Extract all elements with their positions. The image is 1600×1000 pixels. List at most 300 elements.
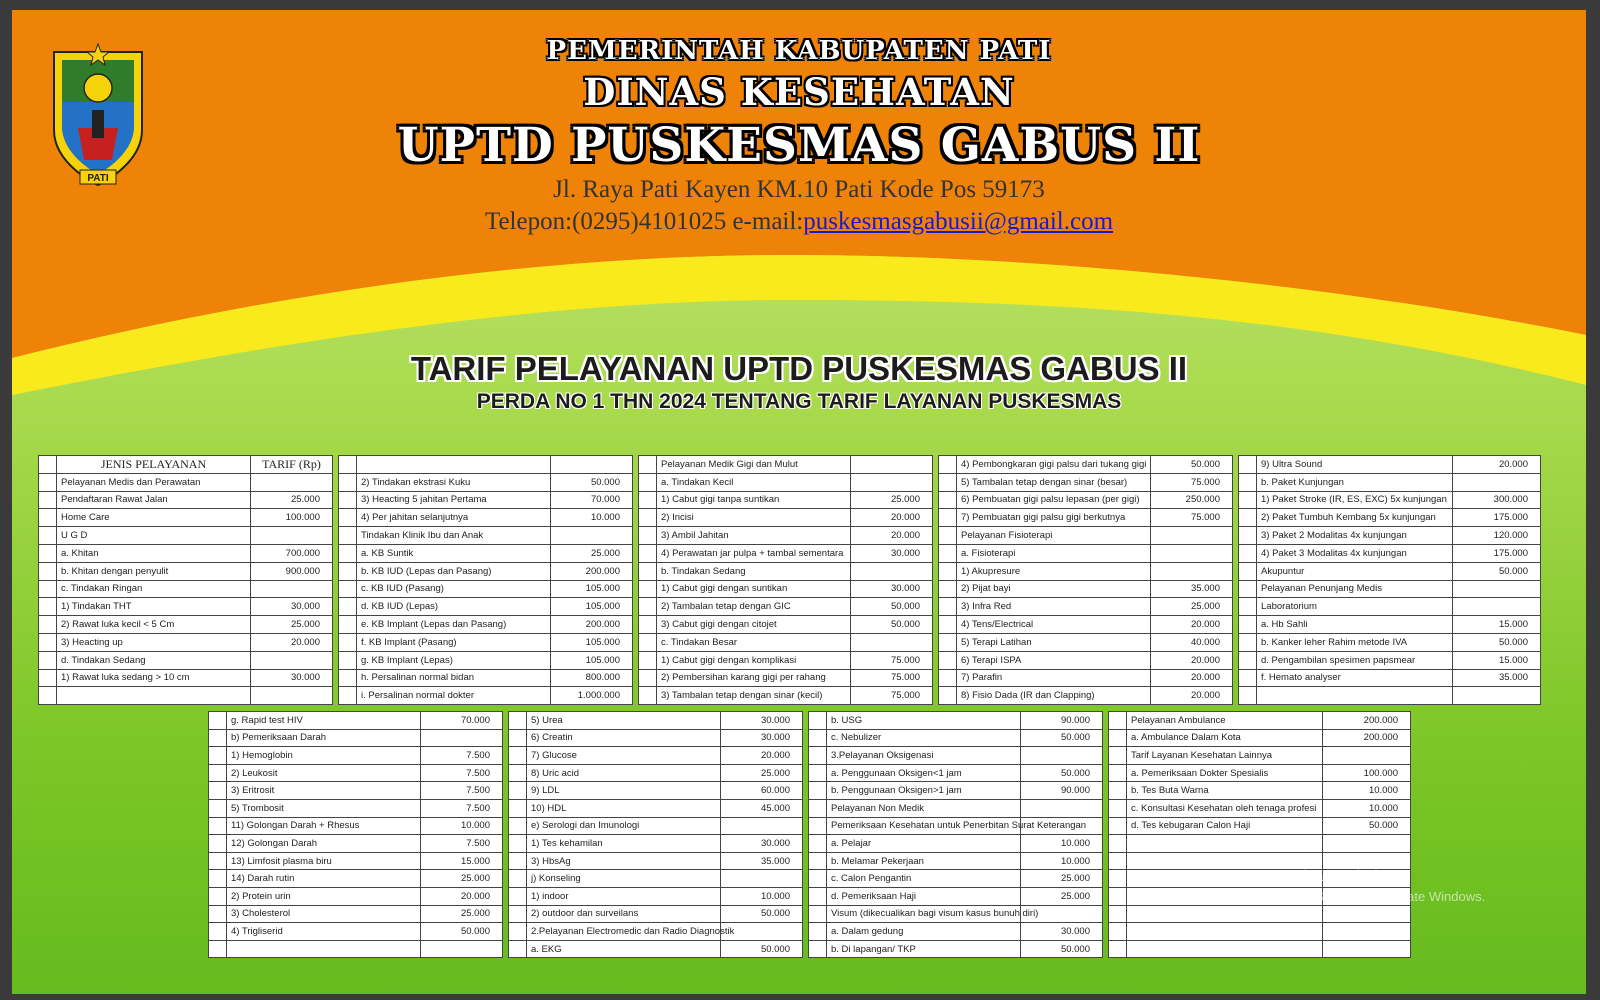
- service-name: c. Tindakan Ringan: [57, 580, 251, 598]
- row-marker-cell: [1239, 562, 1257, 580]
- service-name: 2) Protein urin: [227, 887, 421, 905]
- service-price: 30.000: [721, 712, 803, 730]
- service-name: [227, 940, 421, 958]
- table-row: [1239, 633, 1541, 651]
- service-price: [1453, 598, 1541, 616]
- row-marker-cell: [639, 669, 657, 687]
- service-name: c. Calon Pengantin: [827, 870, 1021, 888]
- service-price: 30.000: [721, 835, 803, 853]
- table-row: [1239, 527, 1541, 545]
- service-name: 11) Golongan Darah + Rhesus: [227, 817, 421, 835]
- row-marker-cell: [809, 870, 827, 888]
- table-row: [509, 940, 803, 958]
- service-price: [251, 687, 333, 705]
- service-price: 1.000.000: [551, 687, 633, 705]
- service-price: 50.000: [1453, 562, 1541, 580]
- table-row: [809, 923, 1103, 941]
- service-price: 45.000: [721, 799, 803, 817]
- table-row: [339, 544, 633, 562]
- table-row: [1239, 509, 1541, 527]
- row-marker-cell: [39, 544, 57, 562]
- service-name: 3) Paket 2 Modalitas 4x kunjungan: [1257, 527, 1453, 545]
- row-marker-cell: [209, 835, 227, 853]
- row-marker-cell: [809, 835, 827, 853]
- page-subtitle: PERDA NO 1 THN 2024 TENTANG TARIF LAYANAN PUSKESMAS: [476, 390, 1122, 413]
- service-price: 7.500: [421, 782, 503, 800]
- service-price: [851, 562, 933, 580]
- service-price: 20.000: [1151, 687, 1233, 705]
- service-name: 2) Rawat luka kecil < 5 Cm: [57, 616, 251, 634]
- row-marker-cell: [509, 782, 527, 800]
- table-row: [209, 729, 503, 747]
- service-name: 3) Ambil Jahitan: [657, 527, 851, 545]
- row-marker-cell: [939, 509, 957, 527]
- service-name: Visum (dikecualikan bagi visum kasus bunuh diri): [827, 905, 1021, 923]
- service-name: 1) Akupresure: [957, 562, 1151, 580]
- table-row: [639, 544, 933, 562]
- service-price: [851, 633, 933, 651]
- service-price: 175.000: [1453, 544, 1541, 562]
- row-marker-cell: [639, 598, 657, 616]
- table-row: [39, 633, 333, 651]
- row-marker-cell: [639, 580, 657, 598]
- row-marker-cell: [339, 669, 357, 687]
- service-price: 15.000: [1453, 616, 1541, 634]
- row-marker-cell: [1109, 940, 1127, 958]
- service-name: 4) Trigliserid: [227, 923, 421, 941]
- service-name: 3.Pelayanan Oksigenasi: [827, 747, 1021, 765]
- service-price: 25.000: [1021, 887, 1103, 905]
- service-name: d. Pemeriksaan Haji: [827, 887, 1021, 905]
- row-marker-cell: [939, 616, 957, 634]
- table-row: [209, 870, 503, 888]
- table-row: [509, 887, 803, 905]
- service-name: Pemeriksaan Kesehatan untuk Penerbitan Surat Keterangan: [827, 817, 1021, 835]
- service-name: 14) Darah rutin: [227, 870, 421, 888]
- table-row: [939, 580, 1233, 598]
- table-row: [639, 580, 933, 598]
- row-marker-cell: [1239, 491, 1257, 509]
- table-row: [809, 887, 1103, 905]
- table-row: [509, 764, 803, 782]
- table-row: [1109, 835, 1411, 853]
- service-name: a. Pemeriksaan Dokter Spesialis: [1127, 764, 1323, 782]
- service-name: 3) Heacting 5 jahitan Pertama: [357, 491, 551, 509]
- row-marker-cell: [639, 562, 657, 580]
- table-row: [1239, 473, 1541, 491]
- table-row: [339, 616, 633, 634]
- banner: [12, 10, 1586, 994]
- service-price: 20.000: [421, 887, 503, 905]
- service-name: a. Dalam gedung: [827, 923, 1021, 941]
- header-government: PEMERINTAH KABUPATEN PATI: [546, 36, 1052, 66]
- table-row: [1109, 782, 1411, 800]
- table-row: [39, 687, 333, 705]
- service-name: 2) Incisi: [657, 509, 851, 527]
- table-row: [939, 544, 1233, 562]
- service-price: 25.000: [421, 870, 503, 888]
- service-name: 5) Tambalan tetap dengan sinar (besar): [957, 473, 1151, 491]
- tariff-table-8: [808, 711, 1103, 958]
- service-name: d. Pengambilan spesimen papsmear: [1257, 651, 1453, 669]
- service-name: U G D: [57, 527, 251, 545]
- row-marker-cell: [809, 905, 827, 923]
- service-price: 50.000: [851, 598, 933, 616]
- service-price: 10.000: [421, 817, 503, 835]
- service-price: 900.000: [251, 562, 333, 580]
- row-marker-cell: [209, 799, 227, 817]
- table-row: [39, 598, 333, 616]
- row-marker-cell: [39, 687, 57, 705]
- table-row: [209, 923, 503, 941]
- table-row: [39, 473, 333, 491]
- table-row: [1239, 651, 1541, 669]
- service-name: c. Nebulizer: [827, 729, 1021, 747]
- service-name: 1) Hemoglobin: [227, 747, 421, 765]
- service-price: 15.000: [421, 852, 503, 870]
- table-row: [1239, 616, 1541, 634]
- service-price: [421, 940, 503, 958]
- service-price: 40.000: [1151, 633, 1233, 651]
- service-price: [1453, 687, 1541, 705]
- table-row: [39, 651, 333, 669]
- row-marker-cell: [209, 870, 227, 888]
- service-price: [721, 817, 803, 835]
- table-row: [809, 870, 1103, 888]
- row-marker-cell: [939, 651, 957, 669]
- table-row: [39, 544, 333, 562]
- service-name: Home Care: [57, 509, 251, 527]
- row-marker-cell: [939, 580, 957, 598]
- service-price: 70.000: [421, 712, 503, 730]
- table-row: [1109, 799, 1411, 817]
- service-name: 12) Golongan Darah: [227, 835, 421, 853]
- row-marker-cell: [809, 729, 827, 747]
- service-price: 20.000: [1151, 616, 1233, 634]
- table-row: [339, 562, 633, 580]
- service-name: 4) Paket 3 Modalitas 4x kunjungan: [1257, 544, 1453, 562]
- service-price: 20.000: [851, 527, 933, 545]
- row-marker-cell: [39, 669, 57, 687]
- service-name: d. Tes kebugaran Calon Haji: [1127, 817, 1323, 835]
- row-marker-cell: [339, 598, 357, 616]
- row-marker-cell: [1109, 764, 1127, 782]
- table-row: [639, 669, 933, 687]
- service-name: h. Persalinan normal bidan: [357, 669, 551, 687]
- service-price: [421, 729, 503, 747]
- service-price: [251, 651, 333, 669]
- service-price: 700.000: [251, 544, 333, 562]
- service-name: Laboratorium: [1257, 598, 1453, 616]
- table-row: [339, 598, 633, 616]
- row-marker-cell: [1239, 633, 1257, 651]
- service-price: 100.000: [1323, 764, 1411, 782]
- service-name: b. Di lapangan/ TKP: [827, 940, 1021, 958]
- row-marker-cell: [209, 905, 227, 923]
- service-name: 8) Uric acid: [527, 764, 721, 782]
- tariff-table-6: [208, 711, 503, 958]
- table-row: [1239, 687, 1541, 705]
- service-name: 2.Pelayanan Electromedic dan Radio Diagnostik: [527, 923, 721, 941]
- service-price: 10.000: [551, 509, 633, 527]
- row-marker-cell: [1239, 509, 1257, 527]
- service-name: 2) Tambalan tetap dengan GIC: [657, 598, 851, 616]
- row-marker-cell: [39, 509, 57, 527]
- service-name: 7) Glucose: [527, 747, 721, 765]
- table-row: [209, 764, 503, 782]
- tariff-table-9: [1108, 711, 1411, 958]
- service-price: 120.000: [1453, 527, 1541, 545]
- table-row: [1239, 598, 1541, 616]
- service-name: a. Tindakan Kecil: [657, 473, 851, 491]
- row-marker-cell: [39, 651, 57, 669]
- service-name: 2) Paket Tumbuh Kembang 5x kunjungan: [1257, 509, 1453, 527]
- service-price: 25.000: [551, 544, 633, 562]
- service-name: b. Kanker leher Rahim metode IVA: [1257, 633, 1453, 651]
- row-marker-cell: [1109, 799, 1127, 817]
- row-marker-cell: [1239, 580, 1257, 598]
- row-marker-cell: [339, 527, 357, 545]
- row-marker-cell: [639, 687, 657, 705]
- service-name: 6) Pembuatan gigi palsu lepasan (per gigi): [957, 491, 1151, 509]
- service-name: 5) Urea: [527, 712, 721, 730]
- service-price: 50.000: [721, 905, 803, 923]
- service-price: 30.000: [851, 580, 933, 598]
- row-marker-cell: [509, 835, 527, 853]
- row-marker-cell: [209, 764, 227, 782]
- row-marker-cell: [639, 509, 657, 527]
- table-row: [339, 651, 633, 669]
- table-row: [939, 456, 1233, 474]
- service-name: [1127, 940, 1323, 958]
- service-name: 3) Eritrosit: [227, 782, 421, 800]
- row-marker-cell: [209, 887, 227, 905]
- service-price: 20.000: [1151, 651, 1233, 669]
- service-price: 90.000: [1021, 782, 1103, 800]
- row-marker-cell: [1109, 782, 1127, 800]
- row-marker-cell: [39, 580, 57, 598]
- row-marker-cell: [39, 473, 57, 491]
- service-price: 90.000: [1021, 712, 1103, 730]
- service-name: 7) Parafin: [957, 669, 1151, 687]
- table-row: [339, 491, 633, 509]
- service-name: d. Tindakan Sedang: [57, 651, 251, 669]
- service-price: 25.000: [251, 616, 333, 634]
- service-name: e. KB Implant (Lepas dan Pasang): [357, 616, 551, 634]
- service-name: [357, 456, 551, 474]
- service-name: Pelayanan Penunjang Medis: [1257, 580, 1453, 598]
- service-name: a. Khitan: [57, 544, 251, 562]
- service-price: [1021, 799, 1103, 817]
- service-price: [251, 473, 333, 491]
- table-row: [939, 651, 1233, 669]
- tariff-table-1: [38, 455, 333, 705]
- service-name: Pelayanan Medik Gigi dan Mulut: [657, 456, 851, 474]
- service-name: 1) Cabut gigi dengan suntikan: [657, 580, 851, 598]
- table-row: [339, 669, 633, 687]
- service-name: 5) Trombosit: [227, 799, 421, 817]
- table-row: [1109, 764, 1411, 782]
- service-name: b. Penggunaan Oksigen>1 jam: [827, 782, 1021, 800]
- row-marker-cell: [639, 473, 657, 491]
- table-row: [939, 562, 1233, 580]
- service-name: Pelayanan Fisioterapi: [957, 527, 1151, 545]
- table-row: [639, 598, 933, 616]
- table-row: [809, 852, 1103, 870]
- service-price: 105.000: [551, 633, 633, 651]
- service-name: Pelayanan Non Medik: [827, 799, 1021, 817]
- table-row: [1239, 580, 1541, 598]
- service-name: 6) Terapi ISPA: [957, 651, 1151, 669]
- row-marker-cell: [809, 799, 827, 817]
- table-row: [809, 712, 1103, 730]
- table-row: [509, 852, 803, 870]
- row-marker-cell: [339, 616, 357, 634]
- row-marker-cell: [939, 562, 957, 580]
- table-row: [809, 817, 1103, 835]
- activation-watermark: [1280, 868, 1485, 904]
- service-name: j) Konseling: [527, 870, 721, 888]
- row-marker-cell: [1109, 887, 1127, 905]
- row-marker-cell: [509, 887, 527, 905]
- service-price: 25.000: [1151, 598, 1233, 616]
- row-marker-cell: [809, 940, 827, 958]
- address: Jl. Raya Pati Kayen KM.10 Pati Kode Pos 59173: [553, 176, 1045, 203]
- service-price: 25.000: [851, 491, 933, 509]
- table-row: [809, 940, 1103, 958]
- table-row: [209, 782, 503, 800]
- service-price: 30.000: [1021, 923, 1103, 941]
- row-marker-cell: [939, 456, 957, 474]
- table-row: [39, 669, 333, 687]
- tariff-table-2: [338, 455, 633, 705]
- table-row: [39, 527, 333, 545]
- service-name: Tindakan Klinik Ibu dan Anak: [357, 527, 551, 545]
- service-price: 7.500: [421, 799, 503, 817]
- service-price: [1323, 835, 1411, 853]
- service-price: 75.000: [1151, 473, 1233, 491]
- service-name: Pelayanan Ambulance: [1127, 712, 1323, 730]
- service-price: 50.000: [1021, 940, 1103, 958]
- row-marker-cell: [39, 456, 57, 474]
- service-price: [1323, 747, 1411, 765]
- service-name: a. Pelajar: [827, 835, 1021, 853]
- service-price: [851, 456, 933, 474]
- service-price: 75.000: [851, 669, 933, 687]
- row-marker-cell: [809, 817, 827, 835]
- service-name: [1257, 687, 1453, 705]
- table-row: [809, 764, 1103, 782]
- table-row: [639, 687, 933, 705]
- service-name: a. Fisioterapi: [957, 544, 1151, 562]
- service-price: 200.000: [1323, 712, 1411, 730]
- row-marker-cell: [1109, 905, 1127, 923]
- service-price: 35.000: [1151, 580, 1233, 598]
- service-name: 3) Heacting up: [57, 633, 251, 651]
- service-name: 8) Fisio Dada (IR dan Clapping): [957, 687, 1151, 705]
- table-row: [939, 633, 1233, 651]
- table-row: [339, 509, 633, 527]
- row-marker-cell: [509, 764, 527, 782]
- table-row: [809, 835, 1103, 853]
- row-marker-cell: [1109, 747, 1127, 765]
- service-price: [1021, 747, 1103, 765]
- service-price: 20.000: [1151, 669, 1233, 687]
- service-price: 25.000: [1021, 870, 1103, 888]
- row-marker-cell: [339, 509, 357, 527]
- table-row: [1109, 817, 1411, 835]
- row-marker-cell: [339, 651, 357, 669]
- service-name: 10) HDL: [527, 799, 721, 817]
- table-row: [639, 651, 933, 669]
- service-name: [57, 687, 251, 705]
- service-name: b. Melamar Pekerjaan: [827, 852, 1021, 870]
- service-name: a. Penggunaan Oksigen<1 jam: [827, 764, 1021, 782]
- table-row: [809, 747, 1103, 765]
- email-link[interactable]: puskesmasgabusii@gmail.com: [803, 208, 1114, 235]
- service-price: 50.000: [1323, 817, 1411, 835]
- service-name: Pelayanan Medis dan Perawatan: [57, 473, 251, 491]
- row-marker-cell: [509, 712, 527, 730]
- service-price: 20.000: [1453, 456, 1541, 474]
- table-row: [809, 799, 1103, 817]
- table-row: [1239, 491, 1541, 509]
- service-name: d. KB IUD (Lepas): [357, 598, 551, 616]
- service-price: 250.000: [1151, 491, 1233, 509]
- table-row: [1109, 747, 1411, 765]
- table-row: [209, 887, 503, 905]
- contact-line: [12, 208, 1586, 236]
- row-marker-cell: [509, 905, 527, 923]
- row-marker-cell: [939, 491, 957, 509]
- table-row: [1239, 456, 1541, 474]
- column-header-jenis: JENIS PELAYANAN: [57, 456, 251, 474]
- service-name: b. Khitan dengan penyulit: [57, 562, 251, 580]
- service-name: [1127, 905, 1323, 923]
- service-name: 1) indoor: [527, 887, 721, 905]
- row-marker-cell: [939, 669, 957, 687]
- service-price: 200.000: [551, 616, 633, 634]
- table-row: [39, 562, 333, 580]
- service-price: [851, 473, 933, 491]
- table-row: [209, 940, 503, 958]
- row-marker-cell: [209, 782, 227, 800]
- row-marker-cell: [1239, 527, 1257, 545]
- row-marker-cell: [639, 544, 657, 562]
- service-price: 100.000: [251, 509, 333, 527]
- table-row: [809, 782, 1103, 800]
- service-name: 6) Creatin: [527, 729, 721, 747]
- service-price: [1323, 923, 1411, 941]
- service-price: 10.000: [1021, 835, 1103, 853]
- header-puskesmas: UPTD PUSKESMAS GABUS II: [397, 118, 1201, 173]
- table-row: [509, 729, 803, 747]
- tariff-table-5: [1238, 455, 1541, 705]
- service-price: 105.000: [551, 598, 633, 616]
- row-marker-cell: [639, 456, 657, 474]
- service-name: 2) outdoor dan surveilans: [527, 905, 721, 923]
- service-price: 75.000: [1151, 509, 1233, 527]
- service-name: 2) Pembersihan karang gigi per rahang: [657, 669, 851, 687]
- row-marker-cell: [509, 852, 527, 870]
- row-marker-cell: [1239, 687, 1257, 705]
- service-name: 3) Tambalan tetap dengan sinar (kecil): [657, 687, 851, 705]
- row-marker-cell: [939, 473, 957, 491]
- row-marker-cell: [1109, 870, 1127, 888]
- row-marker-cell: [509, 817, 527, 835]
- service-price: [1453, 580, 1541, 598]
- row-marker-cell: [339, 473, 357, 491]
